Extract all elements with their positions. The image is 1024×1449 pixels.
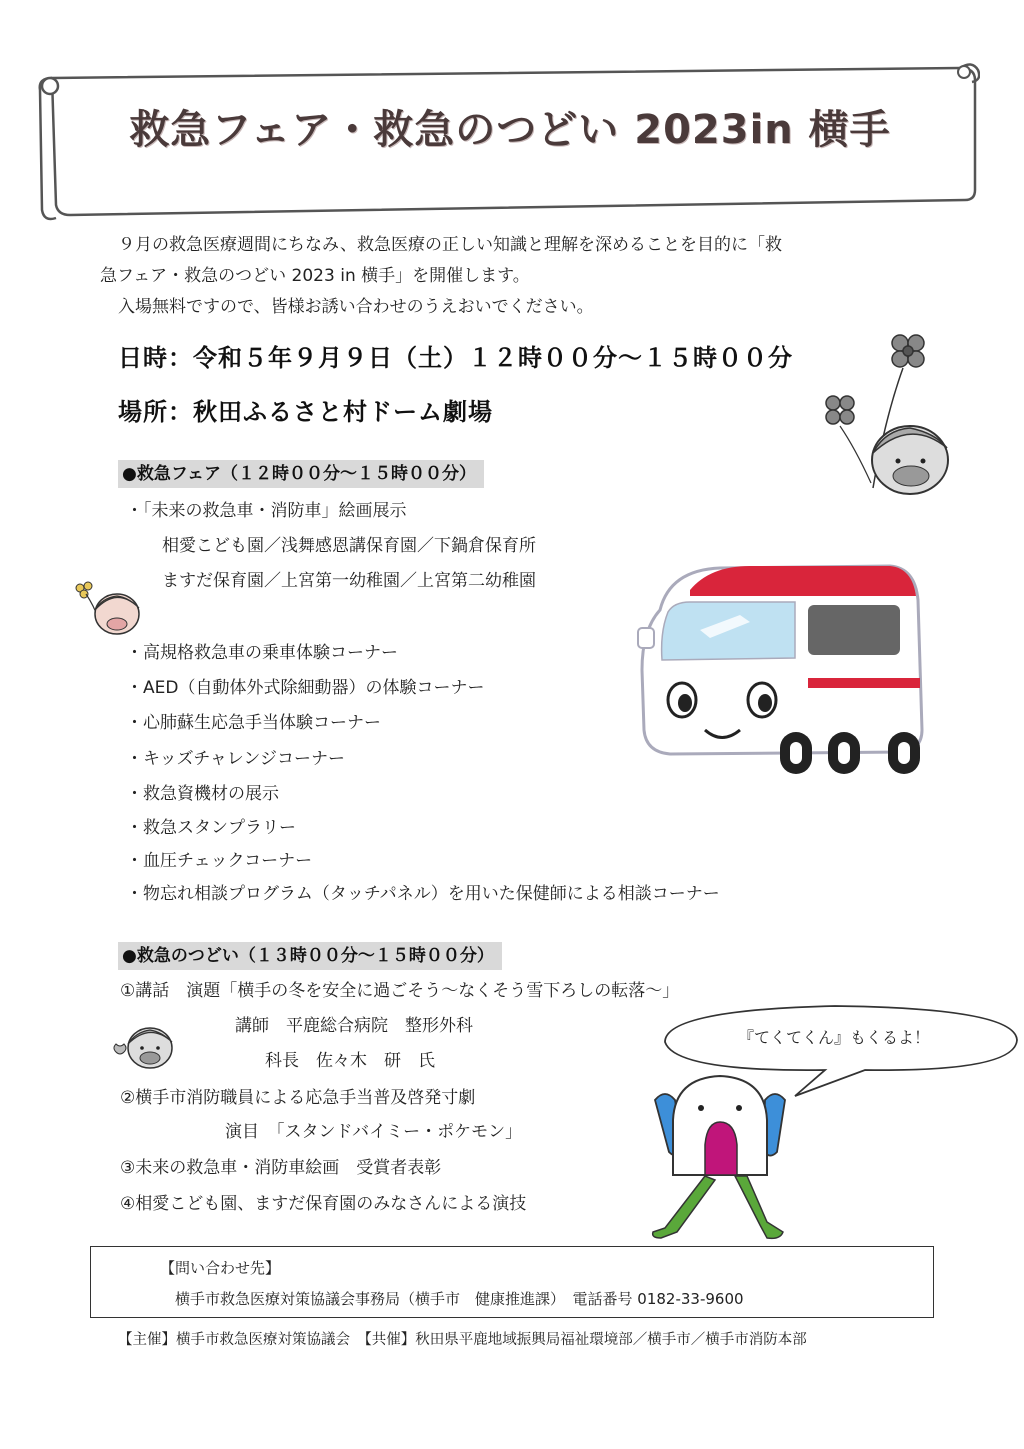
organizer-footer: 【主催】横手市救急医療対策協議会 【共催】秋田県平鹿地域振興局福祉環境部／横手市／横手市消防本部 bbox=[118, 1332, 807, 1348]
gathering-drama: ②横手市消防職員による応急手当普及啓発寸劇 bbox=[120, 1088, 476, 1108]
fair-item: ・キッズチャレンジコーナー bbox=[126, 749, 345, 769]
fair-item: ・心肺蘇生応急手当体験コーナー bbox=[126, 713, 381, 733]
flower-character bbox=[72, 578, 144, 638]
fair-item: ・高規格救急車の乗車体験コーナー bbox=[126, 643, 398, 663]
intro-line-2: 急フェア・救急のつどい 2023 in 横手」を開催します。 bbox=[100, 266, 530, 286]
intro-line-1: ９月の救急医療週間にちなみ、救急医療の正しい知識と理解を深めることを目的に「救 bbox=[118, 235, 783, 255]
gathering-performance: ④相愛こども園、ますだ保育園のみなさんによる演技 bbox=[120, 1194, 527, 1214]
intro-line-3: 入場無料ですので、皆様お誘い合わせのうえおいでください。 bbox=[118, 297, 594, 317]
fair-item: ・血圧チェックコーナー bbox=[126, 851, 313, 871]
event-place: 場所：秋田ふるさと村ドーム劇場 bbox=[118, 398, 493, 426]
gathering-lecturer-2: 科長 佐々木 研 氏 bbox=[265, 1051, 435, 1071]
gathering-award: ③未来の救急車・消防車絵画 受賞者表彰 bbox=[120, 1158, 442, 1178]
gathering-heading: ●救急のつどい（１３時００分～１５時００分） bbox=[118, 942, 502, 970]
fair-schools-2: ますだ保育園／上宮第一幼稚園／上宮第二幼稚園 bbox=[162, 571, 536, 591]
contact-label: 【問い合わせ先】 bbox=[160, 1259, 281, 1277]
page-title: 救急フェア・救急のつどい 2023in 横手 bbox=[129, 107, 891, 153]
gathering-lecture: ①講話 演題「横手の冬を安全に過ごそう～なくそう雪下ろしの転落～」 bbox=[120, 981, 680, 1001]
event-datetime: 日時：令和５年９月９日（土）１２時００分～１５時００分 bbox=[118, 344, 793, 372]
fair-heading: ●救急フェア（１２時００分～１５時００分） bbox=[118, 460, 484, 488]
fair-item: ・救急スタンプラリー bbox=[126, 818, 296, 838]
contact-line: 横手市救急医療対策協議会事務局（横手市 健康推進課） 電話番号 0182-33-9600 bbox=[175, 1290, 744, 1308]
gathering-drama-title: 演目 「スタンドバイミー・ポケモン」 bbox=[225, 1122, 523, 1142]
balloon-character bbox=[815, 298, 965, 503]
gathering-lecturer-1: 講師 平鹿総合病院 整形外科 bbox=[235, 1016, 473, 1036]
fair-item: ・救急資機材の展示 bbox=[126, 784, 279, 804]
fair-exhibit: ・「未来の救急車・消防車」絵画展示 bbox=[126, 501, 407, 521]
fair-item: ・AED（自動体外式除細動器）の体験コーナー bbox=[126, 678, 485, 698]
intro-text bbox=[100, 230, 940, 323]
ambulance-illustration bbox=[630, 560, 930, 775]
small-character bbox=[110, 1018, 182, 1074]
fair-item: ・物忘れ相談プログラム（タッチパネル）を用いた保健師による相談コーナー bbox=[126, 884, 720, 904]
speech-bubble-text: 『てくてくん』もくるよ！ bbox=[738, 1028, 931, 1047]
fair-schools-1: 相愛こども園／浅舞感恩講保育園／下鍋倉保育所 bbox=[162, 536, 536, 556]
